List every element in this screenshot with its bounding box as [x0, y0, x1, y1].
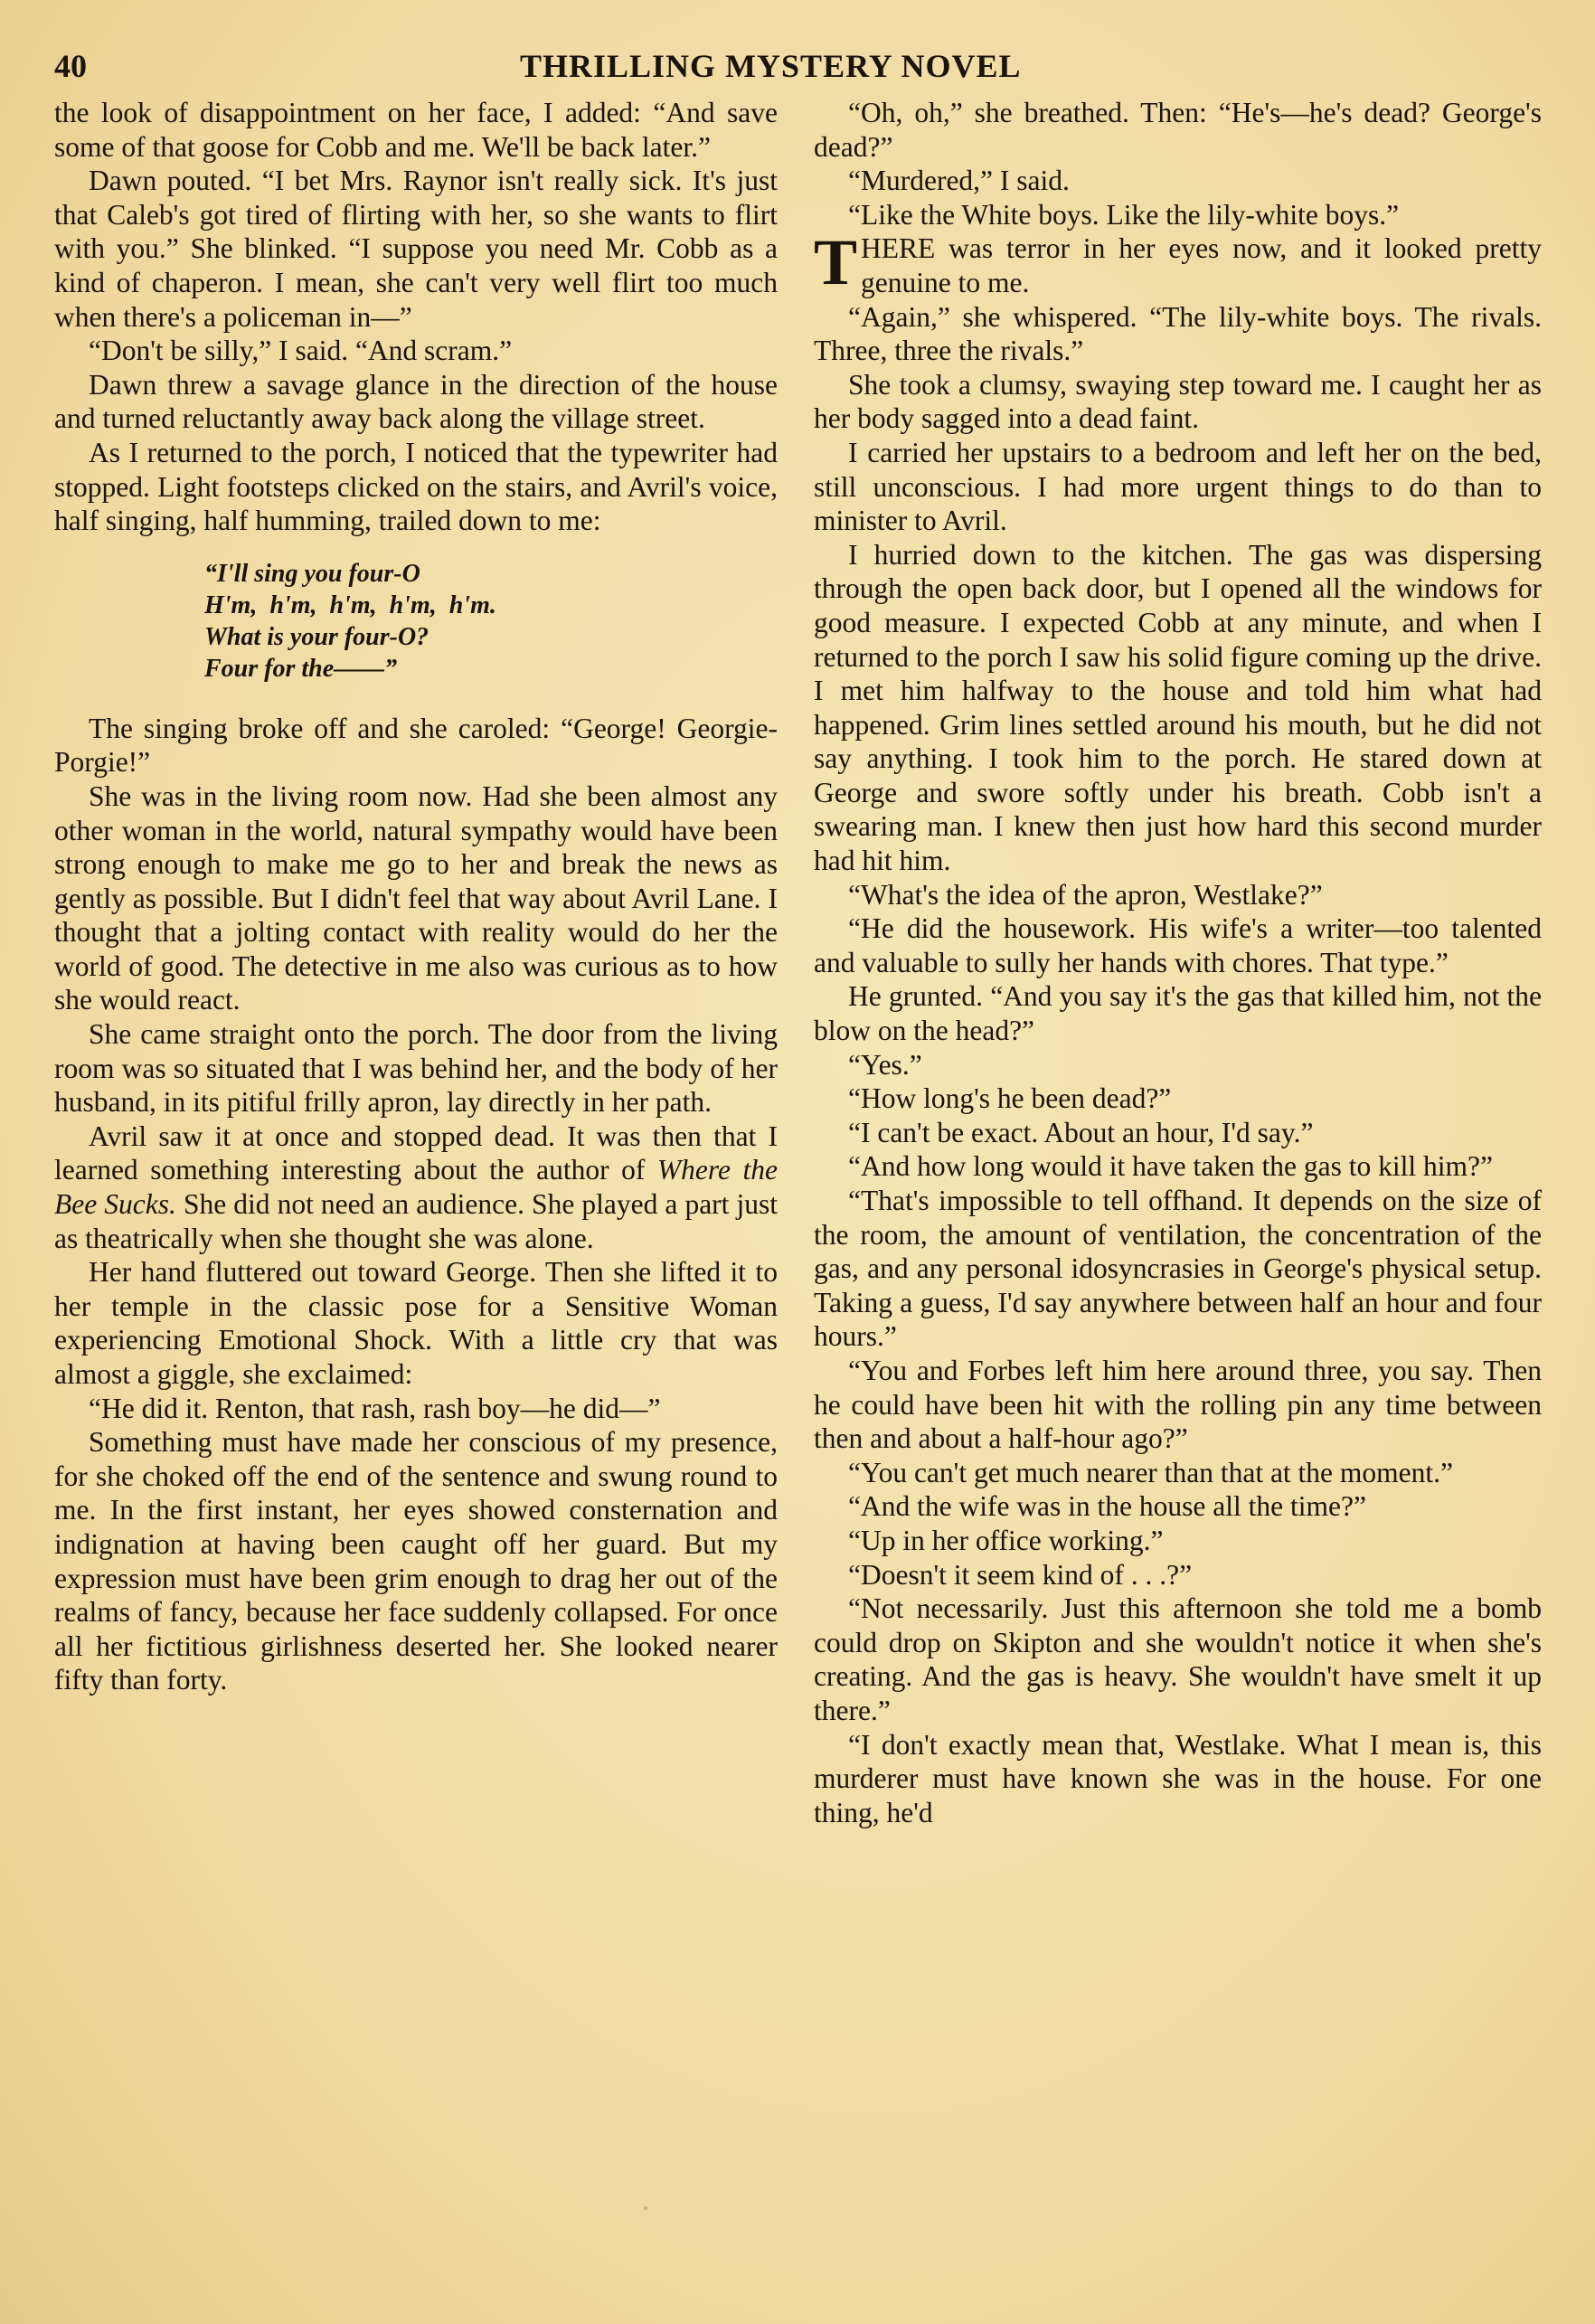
paragraph: “I can't be exact. About an hour, I'd say.” — [848, 1116, 1314, 1148]
drop-cap: T — [814, 226, 858, 299]
verse-line: “I'll sing you four-O — [204, 559, 420, 588]
paragraph: She took a clumsy, swaying step toward me. I caught her as her body sagged into a dead faint. — [814, 368, 1542, 435]
paragraph: “Yes.” — [848, 1048, 922, 1081]
paragraph: “He did the housework. His wife's a writer—too talented and valuable to sully her hands with chores. That type.” — [814, 912, 1542, 978]
paragraph: “Murdered,” I said. — [848, 165, 1070, 197]
paragraph: “And the wife was in the house all the time?” — [848, 1490, 1366, 1523]
paragraph: “And how long would it have taken the gas to kill him?” — [848, 1150, 1493, 1183]
page-number: 40 — [54, 48, 87, 84]
verse-line: H'm, h'm, h'm, h'm, h'm. — [204, 590, 496, 619]
paragraph: “That's impossible to tell offhand. It depends on the size of the room, the amount of ventilation, the concentration of the gas, and any personal idosyncrasies in George's physical setup. Taking a guess, I'd say anywhere between half an hour and four hours.” — [814, 1185, 1542, 1353]
paragraph — [54, 1119, 778, 1255]
paragraph: “Like the White boys. Like the lily-white boys.” — [848, 198, 1400, 231]
text-run: Avril saw it at once and stopped dead. It was then that I learned something interesting about the author of — [54, 1119, 778, 1186]
paragraph: “Not necessarily. Just this afternoon she told me a bomb could drop on Skipton and she wouldn't notice it when she's creating. And the gas is heavy. She wouldn't have smelt it up there.” — [814, 1592, 1542, 1726]
text-run: She did not need an audience. She played a part just as theatrically when she thought she was alone. — [54, 1188, 778, 1254]
paragraph: “How long's he been dead?” — [848, 1082, 1172, 1115]
paragraph: “Up in her office working.” — [848, 1524, 1164, 1556]
paragraph: “Doesn't it seem kind of . . .?” — [848, 1558, 1193, 1591]
print-speck — [644, 2206, 647, 2210]
book-title: Where the Bee Sucks. — [54, 1154, 778, 1221]
paragraph: Her hand fluttered out toward George. Then she lifted it to her temple in the classic pose for a Sensitive Woman experiencing Emotional Shock. With a little cry that was almost a giggle, she exclaimed: — [54, 1256, 778, 1390]
paragraph: “You can't get much nearer than that at the moment.” — [848, 1456, 1454, 1488]
paragraph — [814, 226, 1542, 299]
paragraph: As I returned to the porch, I noticed that the typewriter had stopped. Light footsteps clicked on the stairs, and Avril's voice, half singing, half humming, trailed down to me: — [54, 436, 778, 537]
song-verse — [204, 558, 778, 685]
paragraph: “I don't exactly mean that, Westlake. What I mean is, this murderer must have known she was in the house. For one thing, he'd — [814, 1728, 1542, 1828]
text-run: HERE was terror in her eyes now, and it looked pretty genuine to me. — [861, 232, 1542, 298]
paragraph: He grunted. “And you say it's the gas that killed him, not the blow on the head?” — [814, 980, 1542, 1047]
paragraph: She came straight onto the porch. The door from the living room was so situated that I was behind her, and the body of her husband, in its pitiful frilly apron, lay directly in her path. — [54, 1018, 778, 1119]
paragraph: “Oh, oh,” she breathed. Then: “He's—he's dead? George's dead?” — [814, 97, 1542, 163]
right-column — [814, 96, 1542, 1829]
paragraph: Something must have made her conscious of my presence, for she choked off the end of the sentence and swung round to me. In the first instant, her eyes showed consternation and indignation at having been caught off her guard. But my expression must have been grim enough to drag her out of the realms of fancy, because her face suddenly collapsed. For once all her fictitious girlishness deserted her. She looked nearer fifty than forty. — [54, 1426, 778, 1696]
paragraph: I hurried down to the kitchen. The gas was dispersing through the open back door, but I opened all the windows for good measure. I expected Cobb at any minute, and when I returned to the porch I saw his solid figure coming up the drive. I met him halfway to the house and told him what had happened. Grim lines settled around his mouth, but he did not say anything. I took him to the porch. He stared down at George and swore softly under his breath. Cobb isn't a swearing man. I knew then just how hard this second murder had hit him. — [814, 538, 1542, 877]
paragraph: Dawn pouted. “I bet Mrs. Raynor isn't really sick. It's just that Caleb's got tired of flirting with her, so she wants to flirt with you.” She blinked. “I suppose you need Mr. Cobb as a kind of chaperon. I mean, she can't very well flirt too much when there's a policeman in—” — [54, 165, 778, 333]
paragraph: “Again,” she whispered. “The lily-white boys. The rivals. Three, three the rivals.” — [814, 300, 1542, 367]
magazine-title: THRILLING MYSTERY NOVEL — [520, 48, 1022, 84]
paragraph: “You and Forbes left him here around three, you say. Then he could have been hit with the rolling pin any time between then and about a half-hour ago?” — [814, 1354, 1542, 1455]
paragraph: The singing broke off and she caroled: “George! Georgie-Porgie!” — [54, 712, 778, 779]
paragraph: Dawn threw a savage glance in the direction of the house and turned reluctantly away back along the village street. — [54, 368, 778, 435]
left-column — [54, 96, 778, 1697]
paragraph: “Don't be silly,” I said. “And scram.” — [89, 335, 513, 367]
paragraph: She was in the living room now. Had she been almost any other woman in the world, natural sympathy would have been strong enough to make me go to her and break the news as gently as possible. But I didn't feel that way about Avril Lane. I thought that a jolting contact with reality would do her the world of good. The detective in me also was curious as to how she would react. — [54, 779, 778, 1016]
verse-line: Four for the——” — [204, 654, 398, 683]
paragraph: “What's the idea of the apron, Westlake?” — [848, 878, 1323, 911]
page-header — [54, 47, 1546, 92]
paragraph: I carried her upstairs to a bedroom and left her on the bed, still unconscious. I had more urgent things to do than to minister to Avril. — [814, 436, 1542, 537]
paragraph: “He did it. Renton, that rash, rash boy—he did—” — [89, 1392, 661, 1424]
verse-line: What is your four-O? — [204, 622, 429, 651]
paragraph: the look of disappointment on her face, I added: “And save some of that goose for Cobb and me. We'll be back later.” — [54, 97, 778, 163]
